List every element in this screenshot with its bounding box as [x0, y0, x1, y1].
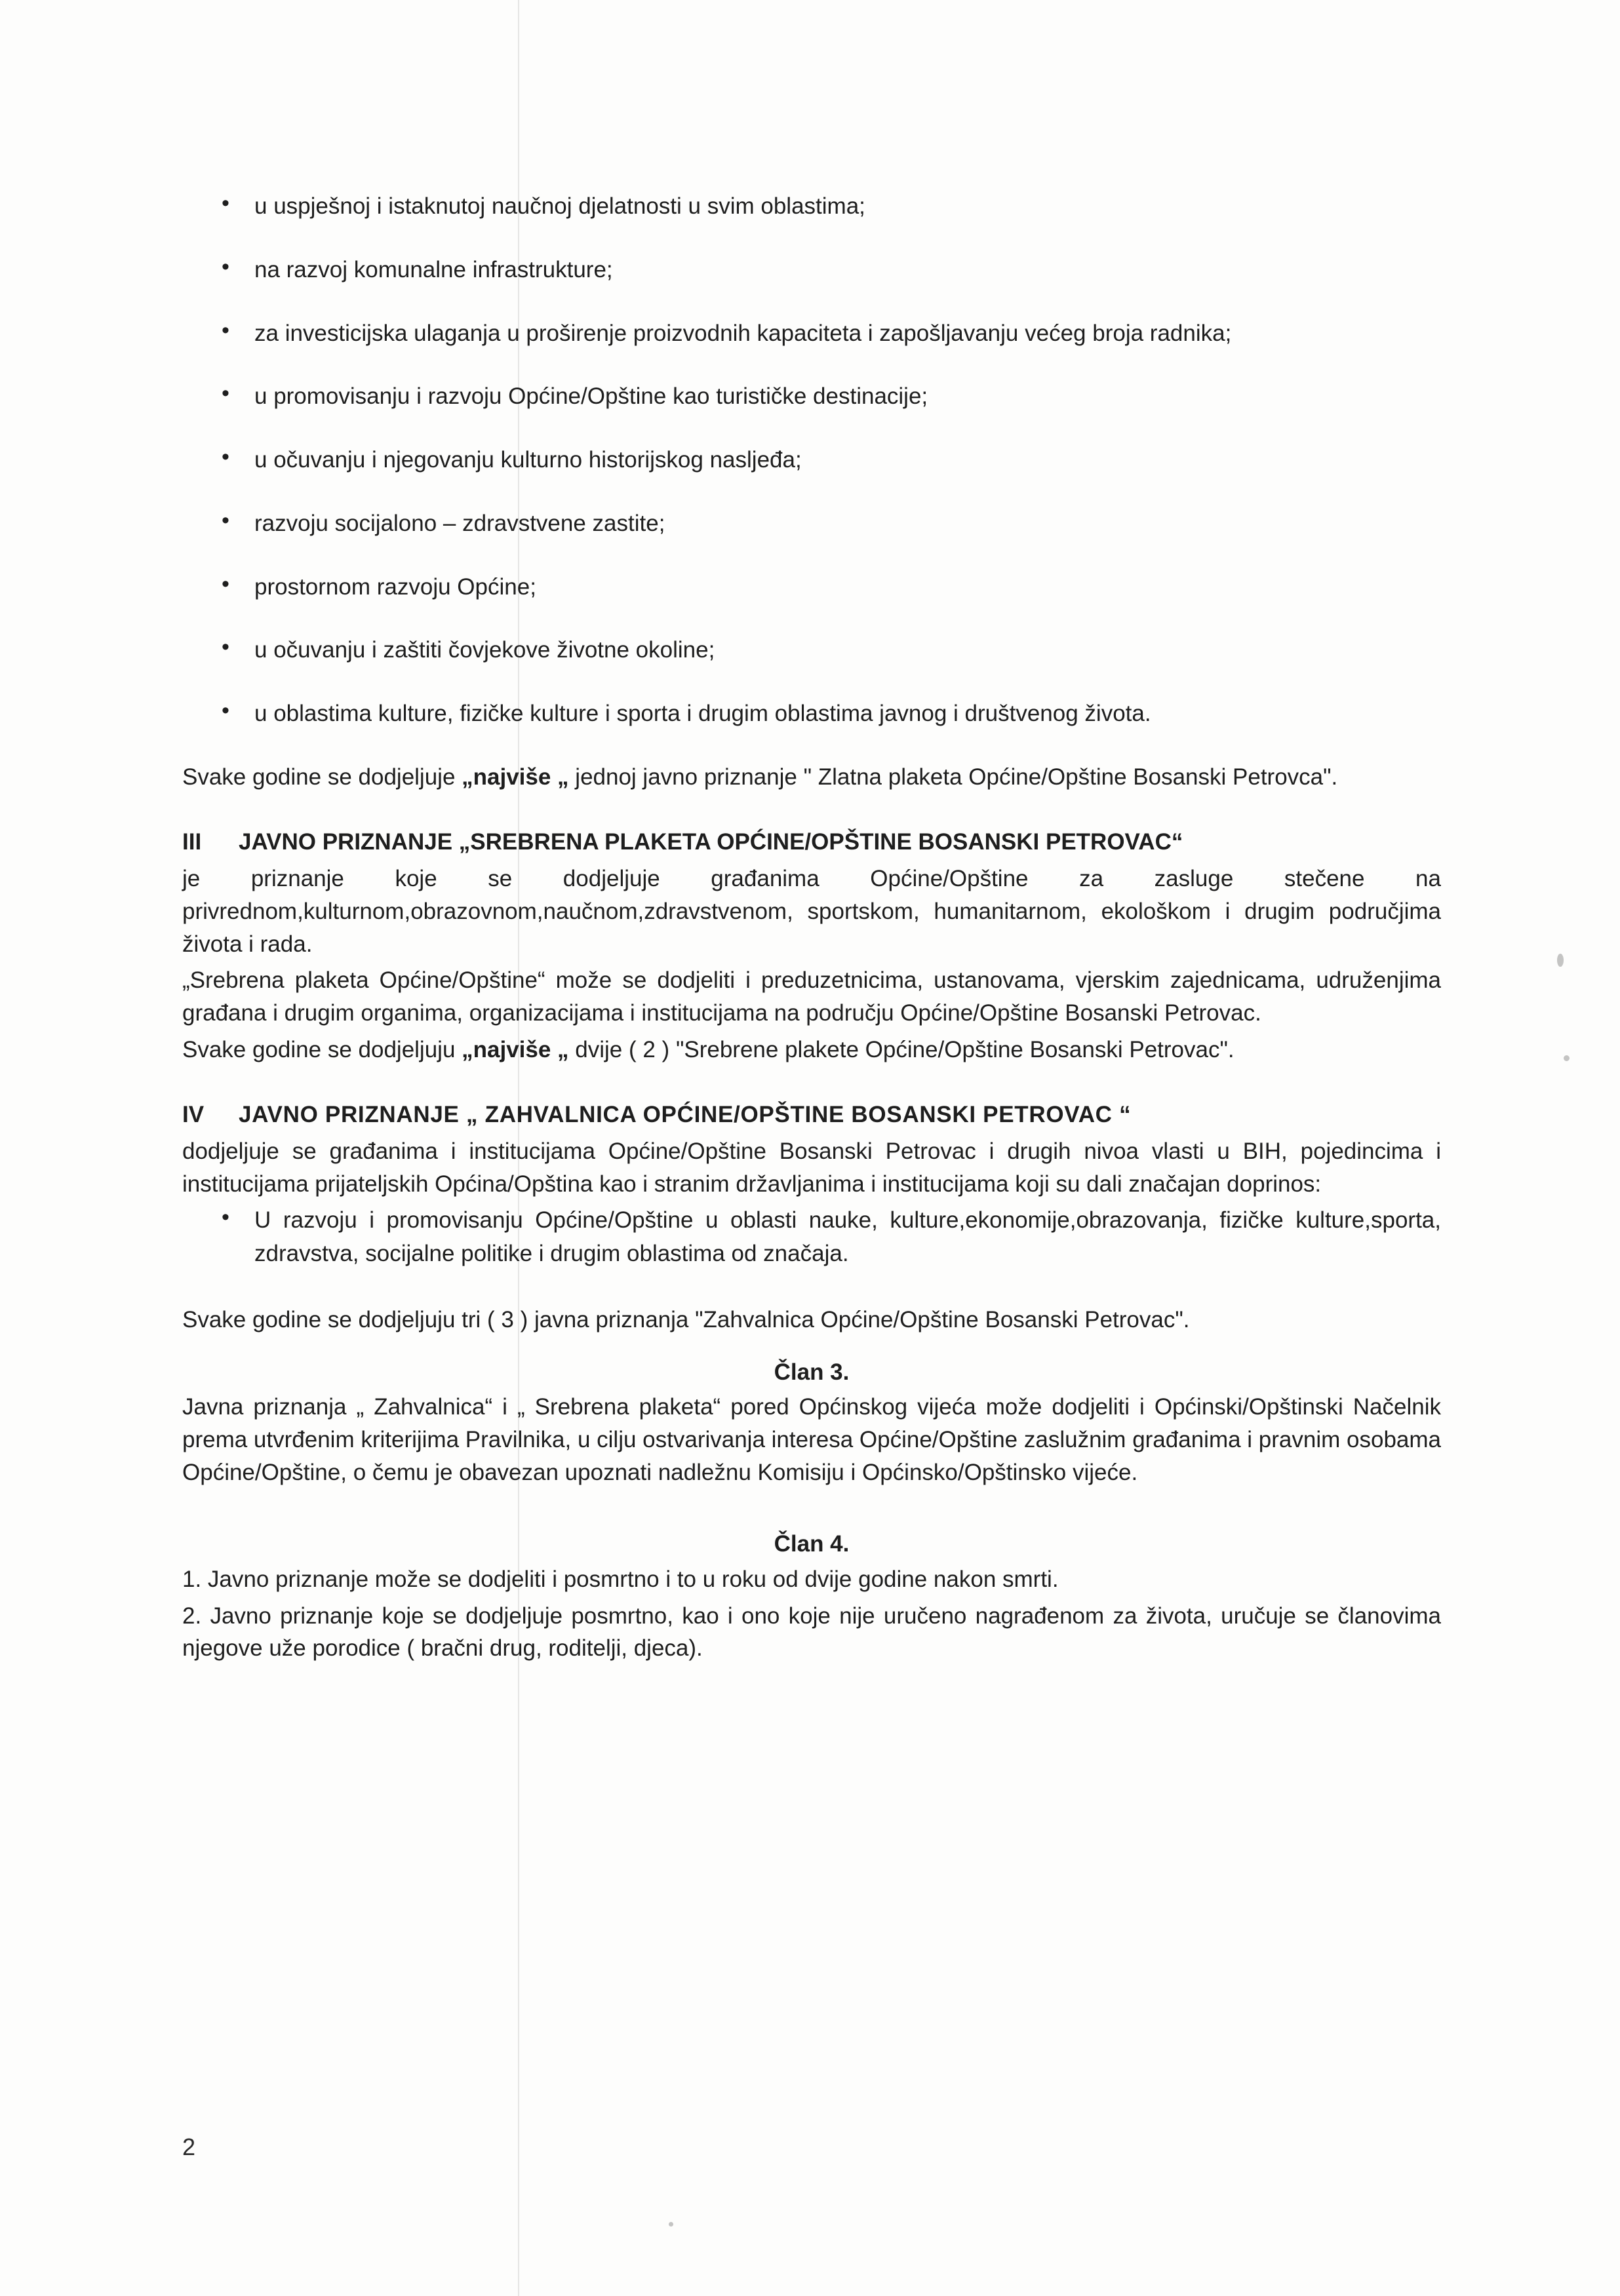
zlatna-text-after: jednoj javno priznanje " Zlatna plaketa Općine/Opštine Bosanski Petrovca". — [568, 764, 1338, 790]
scan-speck — [669, 2222, 673, 2227]
document-body — [182, 190, 1441, 1669]
page-number: 2 — [182, 2133, 196, 2160]
list-item: • u promovisanju i razvoju Općine/Opštine kao turističke destinacije; — [182, 380, 1441, 414]
clan-3-title: Član 3. — [774, 1359, 850, 1385]
section-iii-body-3-before: Svake godine se dodjeljuju — [182, 1036, 462, 1062]
clan-4-title: Član 4. — [774, 1531, 850, 1557]
section-iv-numeral: IV — [182, 1102, 205, 1128]
section-iv-heading — [182, 1099, 1441, 1131]
scan-speck — [1557, 954, 1564, 967]
section-iii-body-3-emphasis: „najviše „ — [462, 1036, 569, 1062]
clan-3-body: Javna priznanja „ Zahvalnica“ i „ Srebrena plaketa“ pored Općinskog vijeća može dodjeliti i Općinski/Opštinski Načelnik prema utvrđenim kriterijima Pravilnika, u cilju ostvarivanja interesa Općine/Opštine zaslužnim građanima i pravnim osobama Općine/Opštine, o čemu je obavezan upoznati nadležnu Komisiju i Općinsko/Opštinsko vijeće. — [182, 1394, 1441, 1485]
list-item: • za investicijska ulaganja u proširenje proizvodnih kapaciteta i zapošljavanju većeg broja radnika; — [182, 317, 1441, 351]
list-item: • u očuvanju i zaštiti čovjekove životne okoline; — [182, 634, 1441, 667]
list-item: • razvoju socijalono – zdravstvene zastite; — [182, 507, 1441, 541]
list-item: • u očuvanju i njegovanju kulturno historijskog naslјeđa; — [182, 444, 1441, 477]
scan-speck — [1564, 1055, 1570, 1061]
clan-4-item-1: 1. Javno priznanje može se dodjeliti i posmrtno i to u roku od dvije godine nakon smrti. — [182, 1566, 1059, 1592]
section-iii-heading — [182, 826, 1441, 859]
section-iv-bullet: • U razvoju i promovisanju Općine/Opštine u oblasti nauke, kulture,ekonomije,obrazovanja, fizičke kulture,sporta, zdravstva, socijalne politike i drugim oblastima od značaja. — [182, 1204, 1441, 1271]
section-iv-body-2: Svake godine se dodjeljuju tri ( 3 ) javna priznanja "Zahvalnica Općine/Opštine Bosanski Petrovac". — [182, 1306, 1190, 1333]
zlatna-emphasis: „najviše „ — [462, 764, 569, 790]
list-item: • u uspješnoj i istaknutoj naučnoj djelatnosti u svim oblastima; — [182, 190, 1441, 224]
list-item: • na razvoj komunalne infrastrukture; — [182, 254, 1441, 287]
list-item: • prostornom razvoju Općine; — [182, 571, 1441, 604]
section-iii-body-1: je priznanje koje se dodjeljuje građanima Općine/Opštine za zasluge stečene na privrednom,kulturnom,obrazovnom,naučnom,zdravstvenom, sportskom, humanitarnom, ekološkom i drugim područjima života i rada. — [182, 866, 1441, 957]
zlatna-plaketa-paragraph — [182, 761, 1441, 794]
list-item: • u oblastima kulture, fizičke kulture i sporta i drugim oblastima javnog i društvenog života. — [182, 697, 1441, 731]
section-iv-title: JAVNO PRIZNANJE „ ZAHVALNICA OPĆINE/OPŠTINE BOSANSKI PETROVAC “ — [239, 1102, 1132, 1128]
zlatna-text-before: Svake godine se dodjeljuje — [182, 764, 462, 790]
section-iii-body-3-after: dvije ( 2 ) "Srebrene plakete Općine/Opštine Bosanski Petrovac". — [568, 1036, 1235, 1062]
section-iii-body-2: „Srebrena plaketa Općine/Opštine“ može se dodjeliti i preduzetnicima, ustanovama, vjerskim zajednicama, udruženjima građana i drugim organima, organizacijama i institucijama na području Općine/Opštine Bosanski Petrovac. — [182, 967, 1441, 1026]
clan-4-item-2: 2. Javno priznanje koje se dodjeljuje posmrtno, kao i ono koje nije uručeno nagrađenom za života, uručuje se članovima njegove uže porodice ( bračni drug, roditelji, djeca). — [182, 1603, 1441, 1662]
section-iv-body-1: dodjeljuje se građanima i institucijama Općine/Opštine Bosanski Petrovac i drugih nivoa vlasti u BIH, pojedincima i institucijama prijateljskih Općina/Opština kao i stranim državljanima i institucijama koji su dali značajan doprinos: — [182, 1138, 1441, 1197]
section-iii-numeral: III — [182, 829, 202, 855]
section-iii-body-3 — [182, 1034, 1441, 1066]
section-iii-title: JAVNO PRIZNANJE „SREBRENA PLAKETA OPĆINE/OPŠTINE BOSANSKI PETROVAC“ — [239, 829, 1183, 855]
criteria-bullet-list — [182, 190, 1441, 731]
